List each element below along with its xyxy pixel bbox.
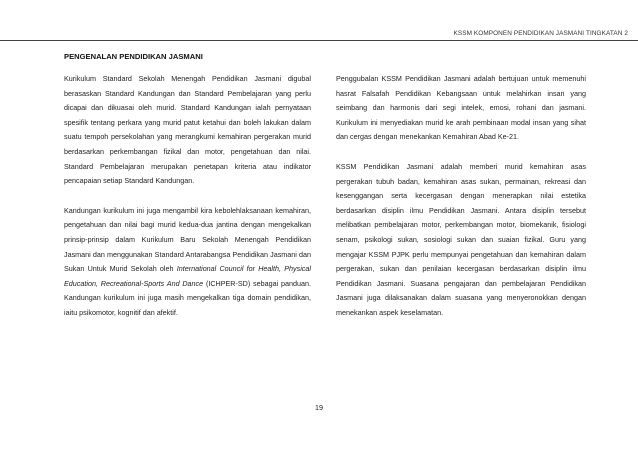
left-paragraph-2 bbox=[64, 204, 311, 321]
left-paragraph-2-text-b: (ICHPER-SD) sebagai panduan. Kandungan kurikulum ini juga masih mengekalkan tiga domain pendidikan, iaitu psikomotor, kognitif dan afektif. bbox=[64, 278, 311, 317]
left-paragraph-2-italic-organisation: International Council for Health, Physical Education, Recreational-Sports And Dance bbox=[64, 264, 311, 288]
header-rule bbox=[0, 40, 638, 41]
right-column bbox=[336, 72, 586, 321]
left-paragraph-1: Kurikulum Standard Sekolah Menengah Pendidikan Jasmani digubal berasaskan Standard Kandungan dan Standard Pembelajaran yang perlu dicapai dan dikuasai oleh murid. Standard Kandungan ialah pernyataan spesifik tentang perkara yang murid patut ketahui dan boleh lakukan dalam suatu tempoh persekolahan yang merangkumi kemahiran pergerakan murid berdasarkan perkembangan fizikal dan motor, pengetahuan dan nilai. Standard Pembelajaran merupakan penetapan kriteria atau indikator pencapaian setiap Standard Kandungan. bbox=[64, 74, 311, 186]
section-title: PENGENALAN PENDIDIKAN JASMANI bbox=[64, 52, 203, 61]
page-number: 19 bbox=[315, 403, 323, 412]
right-paragraph-2: KSSM Pendidikan Jasmani adalah memberi murid kemahiran asas pergerakan tubuh badan, kemahiran asas sukan, permainan, rekreasi dan kesenggangan serta kecergasan dengan menerapkan nilai estetika berdasarkan disiplin ilmu Pendidikan Jasmani. Antara disiplin tersebut melibatkan pembelajaran motor, perkembangan motor, biomekanik, fisiologi senam, psikologi sukan, sosiologi sukan dan suaian fizikal. Guru yang mengajar KSSM PJPK perlu mempunyai pengetahuan dan kemahiran dalam pergerakan, sukan dan penilaian kecergasan berdasarkan disiplin ilmu Pendidikan Jasmani. Suasana pengajaran dan pembelajaran Pendidikan Jasmani juga dilaksanakan dalam suasana yang menyeronokkan dengan menekankan aspek keselamatan. bbox=[336, 161, 586, 317]
left-column bbox=[64, 72, 311, 321]
left-paragraph-2-text-a: Kandungan kurikulum ini juga mengambil kira kebolehlaksanaan kemahiran, pengetahuan dan nilai bagi murid kedua-dua jantina dengan mengekalkan prinsip-prinsip dalam Kurikulum Baru Sekolah Menengah Pendidikan Jasmani dan menggunakan Standard Antarabangsa Pendidikan Jasmani dan Sukan Untuk Murid Sekolah oleh bbox=[64, 205, 311, 274]
running-header: KSSM KOMPONEN PENDIDIKAN JASMANI TINGKATAN 2 bbox=[453, 30, 628, 37]
right-paragraph-1: Penggubalan KSSM Pendidikan Jasmani adalah bertujuan untuk memenuhi hasrat Falsafah Pendidikan Kebangsaan untuk melahirkan insan yang seimbang dan harmonis dari segi intelek, emosi, rohani dan jasmani. Kurikulum ini menyediakan murid ke arah pembinaan modal insan yang sihat dan cergas dengan menekankan Kemahiran Abad Ke-21. bbox=[336, 74, 586, 142]
